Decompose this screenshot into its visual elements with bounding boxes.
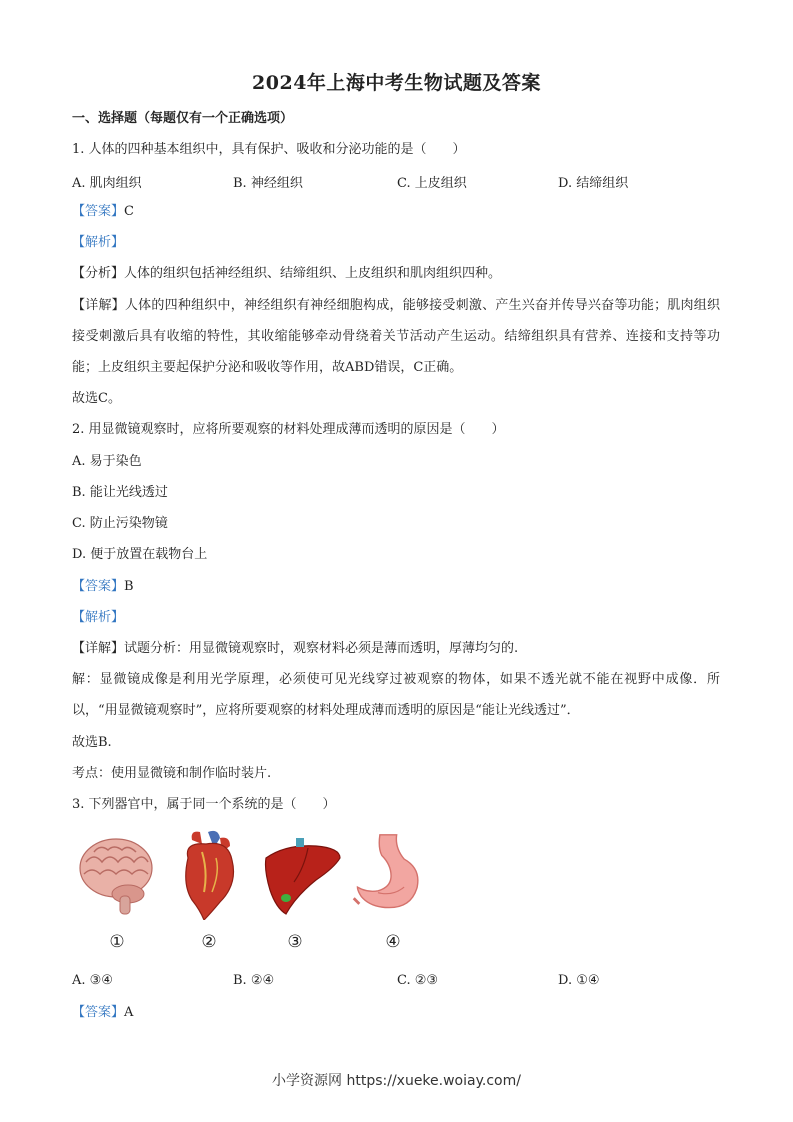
q3-option-c: C. ②③ <box>397 973 439 988</box>
q1-answer <box>72 203 134 221</box>
q2-option-a: A. 易于染色 <box>72 454 142 469</box>
q2-kaodian: 考点：使用显微镜和制作临时装片. <box>72 766 272 781</box>
page-title: 2024年上海中考生物试题及答案 <box>252 72 541 94</box>
q1-option-d: D. 结缔组织 <box>558 176 629 191</box>
q1-conclusion: 故选C。 <box>72 391 121 406</box>
q3-option-d: D. ①④ <box>558 973 600 988</box>
q2-detail: 【详解】试题分析：用显微镜观察时，观察材料必须是薄而透明，厚薄均匀的. <box>72 641 519 656</box>
section-heading: 一、选择题（每题仅有一个正确选项） <box>72 111 294 126</box>
liver-icon <box>260 828 344 920</box>
q2-conclusion: 故选B. <box>72 735 112 750</box>
q2-option-b: B. 能让光线透过 <box>72 485 168 500</box>
q1-fenxi: 【分析】人体的组织包括神经组织、结缔组织、上皮组织和肌肉组织四种。 <box>72 266 502 281</box>
q3-answer: 【答案】A <box>72 1005 134 1020</box>
q2-option-d: D. 便于放置在载物台上 <box>72 547 208 562</box>
q1-analysis-tag: 【解析】 <box>72 235 125 250</box>
q2-option-c: C. 防止污染物镜 <box>72 516 168 531</box>
q1-option-b: B. 神经组织 <box>233 176 303 191</box>
figure-label-3: ③ <box>287 932 303 952</box>
stomach-icon <box>350 828 434 920</box>
q1-option-c: C. 上皮组织 <box>397 176 467 191</box>
q3-option-a: A. ③④ <box>72 973 113 988</box>
q3-option-b: B. ②④ <box>233 973 275 988</box>
q3-stem: 3. 下列器官中，属于同一个系统的是（ ） <box>72 797 336 812</box>
answer-tag: 【答案】 <box>72 204 125 219</box>
q2-stem: 2. 用显微镜观察时，应将所要观察的材料处理成薄而透明的原因是（ ） <box>72 422 505 437</box>
footer-watermark: 小学资源网 https://xueke.woiay.com/ <box>272 1073 521 1089</box>
figure-label-1: ① <box>109 932 125 952</box>
q1-stem: 1. 人体的四种基本组织中，具有保护、吸收和分泌功能的是（ ） <box>72 142 466 157</box>
figure-label-4: ④ <box>385 932 401 952</box>
brain-icon <box>76 828 160 920</box>
q2-answer: 【答案】B <box>72 579 134 594</box>
q1-option-a: A. 肌肉组织 <box>72 176 142 191</box>
q2-solution: 解：显微镜成像是利用光学原理，必须使可见光线穿过被观察的物体，如果不透光就不能在视野中成像．所以，“用显微镜观察时”，应将所要观察的材料处理成薄而透明的原因是“能让光线透过”． <box>72 672 720 718</box>
answer-value: C <box>124 204 134 219</box>
figure-label-2: ② <box>201 932 217 952</box>
q2-analysis-tag: 【解析】 <box>72 610 125 625</box>
q1-detail: 【详解】人体的四种组织中，神经组织有神经细胞构成，能够接受刺激、产生兴奋并传导兴奋等功能；肌肉组织接受刺激后具有收缩的特性，其收缩能够牵动骨绕着关节活动产生运动。结缔组织具有营养、连接和支持等功能；上皮组织主要起保护分泌和吸收等作用，故ABD错误，C正确。 <box>72 298 720 375</box>
heart-icon <box>168 828 252 920</box>
q3-figures <box>72 828 452 958</box>
